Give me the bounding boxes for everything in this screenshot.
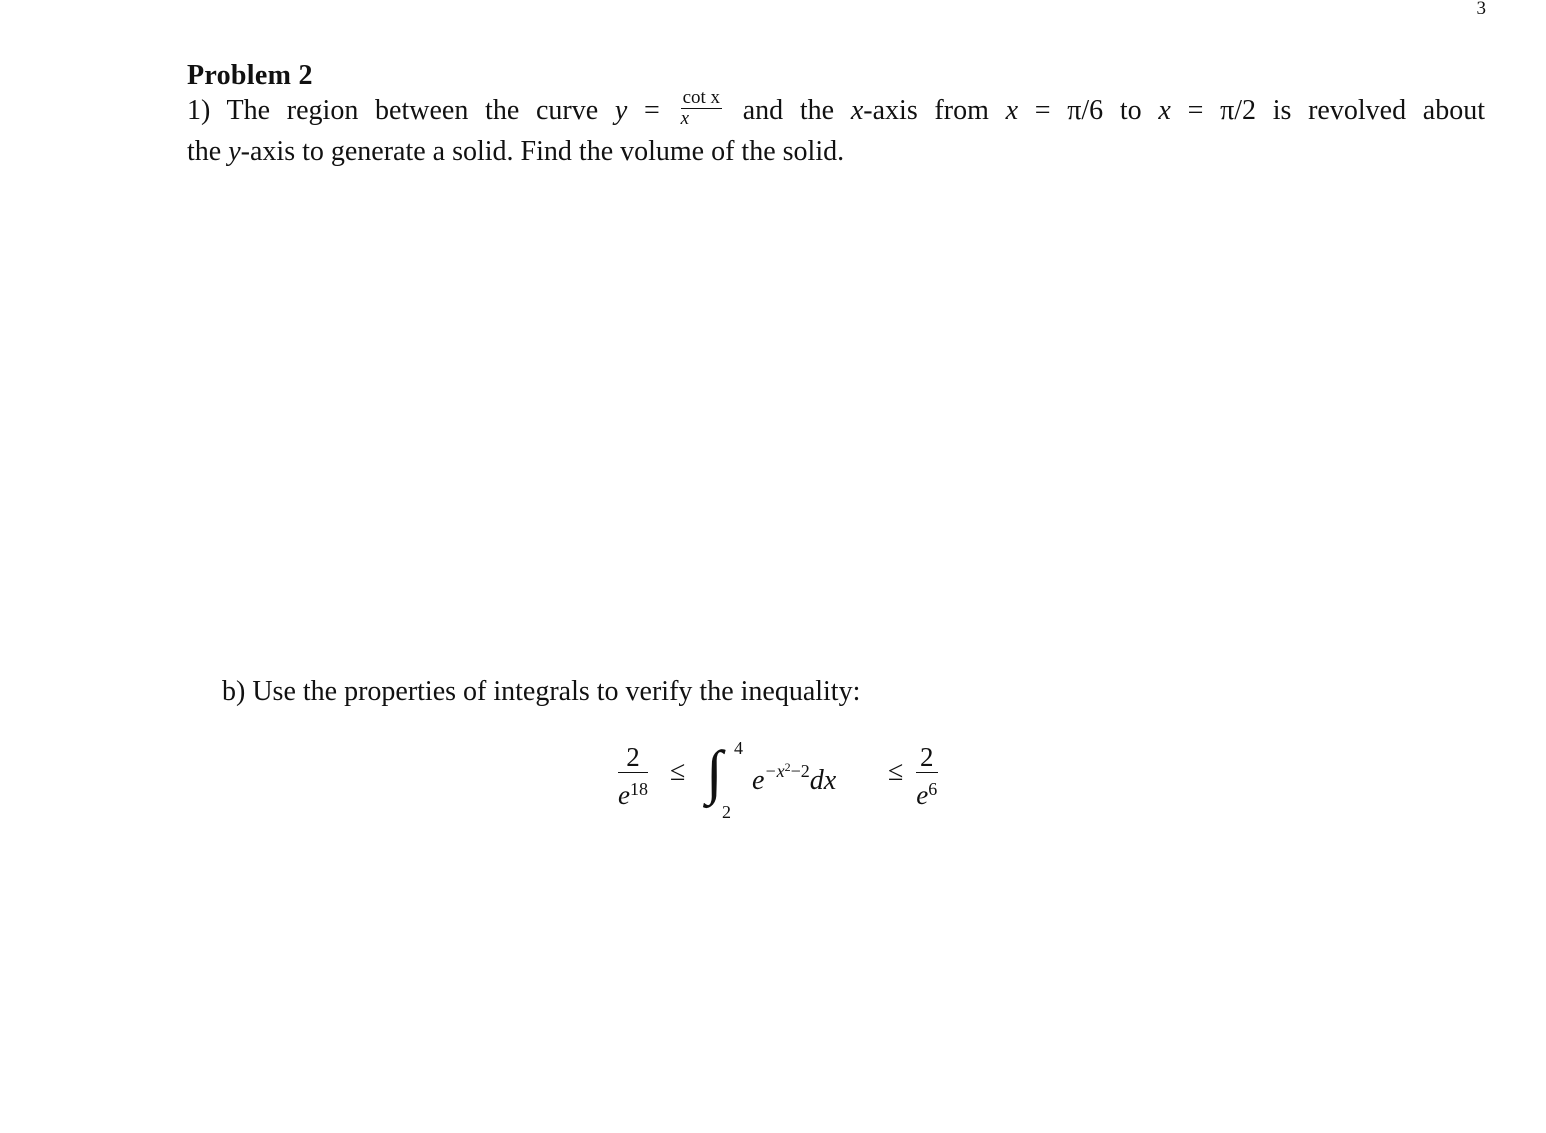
x-axis-variable: x (850, 95, 864, 126)
cot-x-over-x-fraction (681, 88, 722, 129)
left-exponent: 18 (629, 779, 648, 799)
integrand-base: e (752, 765, 765, 796)
upper-bound-text: = π/2 is revolved about (1170, 95, 1485, 126)
line-2-prefix: the (187, 136, 229, 168)
part-1-question (187, 87, 1487, 170)
fraction-numerator: cot x (682, 87, 721, 109)
part-b-prompt: b) Use the properties of integrals to verify the inequality: (222, 676, 861, 707)
integral-inequality (618, 738, 958, 828)
axis-from-text: -axis from (863, 95, 1006, 126)
left-denominator: $e^{18}$ (618, 779, 648, 810)
y-axis-variable: y (228, 136, 241, 168)
line-2-rest: -axis to generate a solid. Find the volume of the solid. (240, 136, 845, 168)
differential: dx (809, 765, 837, 796)
right-bound-fraction (916, 742, 938, 811)
right-exponent: 6 (928, 779, 938, 799)
integral-sign: ∫ (706, 739, 723, 805)
part-1-line-2 (187, 133, 1487, 170)
upper-limit: 4 (734, 738, 743, 758)
right-denominator: $e^6$ (916, 779, 938, 810)
leq-sign-right: ≤ (888, 756, 904, 787)
part-1-lead-text: 1) The region between the curve (187, 95, 615, 126)
fraction-denominator: x (680, 108, 689, 130)
lower-limit: 2 (722, 802, 731, 822)
x-variable-2: x (1158, 95, 1171, 126)
integrand (752, 760, 836, 797)
y-variable: y (614, 95, 628, 126)
problem-title: Problem 2 (187, 60, 313, 91)
page-number: 3 (1476, 0, 1486, 19)
equals-sign: = (627, 95, 677, 126)
part-1-mid-text: and the (726, 95, 851, 126)
part-1-line-1 (187, 87, 1485, 133)
lower-bound-text: = π/6 to (1018, 95, 1159, 126)
x-variable-1: x (1005, 95, 1019, 126)
leq-sign-left: ≤ (670, 756, 686, 787)
left-numerator: 2 (618, 742, 648, 773)
left-bound-fraction (618, 742, 648, 811)
integrand-exponent: −x2−2 (764, 760, 810, 781)
right-numerator: 2 (916, 742, 938, 773)
